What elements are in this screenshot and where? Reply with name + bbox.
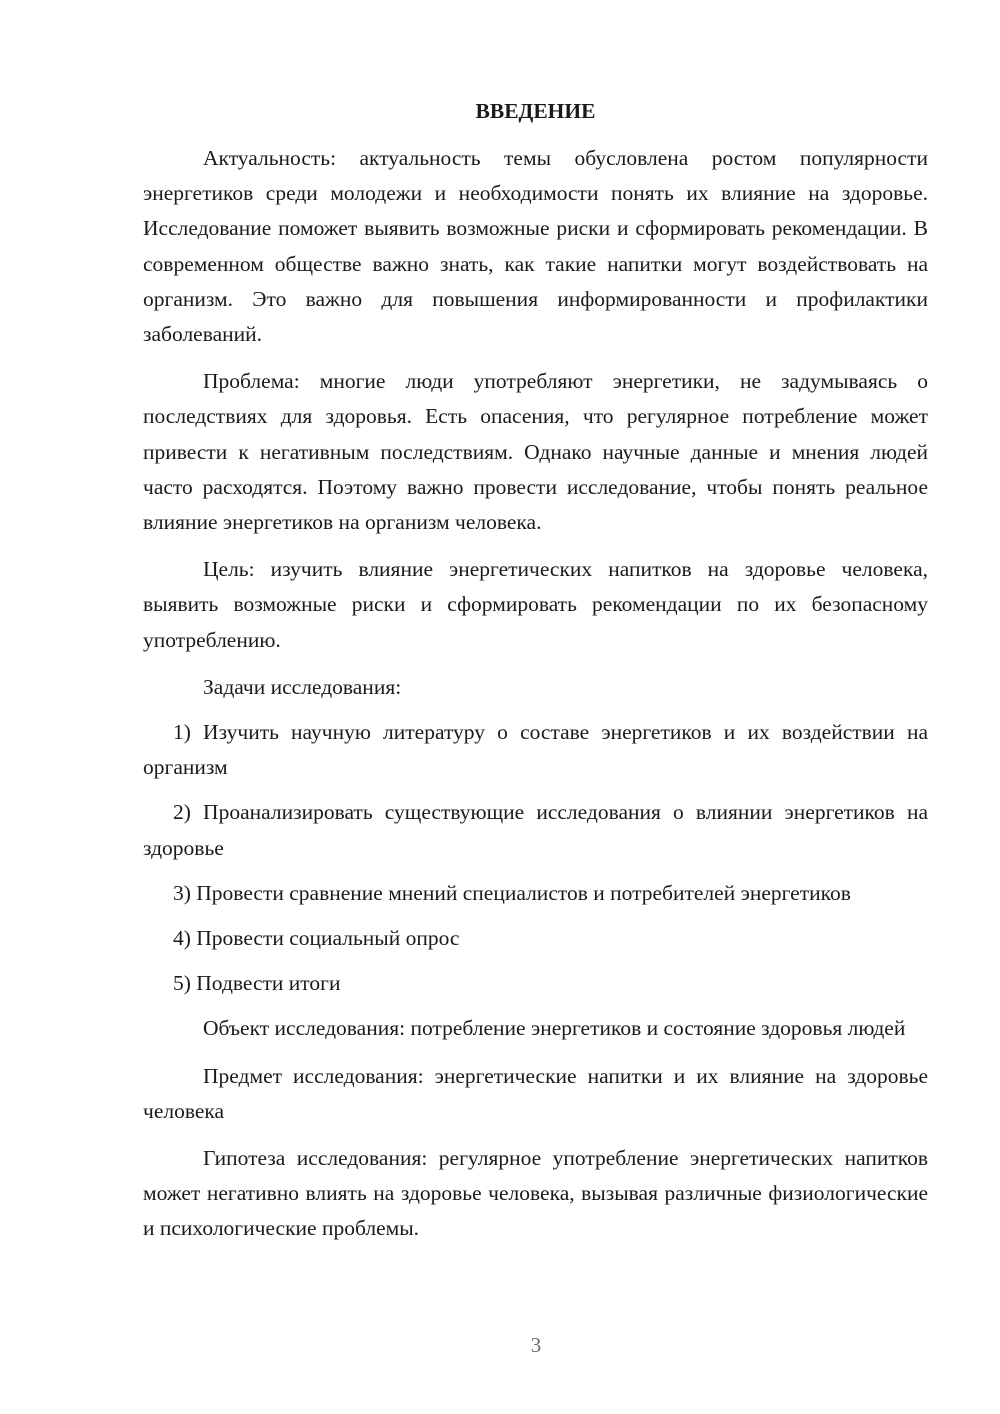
task-item-1: 1) Изучить научную литературу о составе энергетиков и их воздействии на организм	[143, 720, 928, 780]
task-item-2: 2) Проанализировать существующие исследования о влиянии энергетиков на здоровье	[143, 800, 928, 860]
page-content	[143, 94, 928, 1259]
page-number: 3	[530, 1333, 542, 1357]
paragraph-hypothesis: Гипотеза исследования: регулярное употребление энергетических напитков может негативно влиять на здоровье человека, вызывая различные физиологические и психологические проблемы.	[143, 1146, 928, 1241]
task-item-3: 3) Провести сравнение мнений специалистов и потребителей энергетиков	[173, 880, 851, 905]
paragraph-object: Объект исследования: потребление энергетиков и состояние здоровья людей	[203, 1016, 906, 1041]
paragraph-relevance: Актуальность: актуальность темы обусловлена ростом популярности энергетиков среди молодежи и необходимости понять их влияние на здоровье. Исследование поможет выявить возможные риски и сформировать рекомендации. В современном обществе важно знать, как такие напитки могут воздействовать на организм. Это важно для повышения информированности и профилактики заболеваний.	[143, 146, 928, 347]
paragraph-problem: Проблема: многие люди употребляют энергетики, не задумываясь о последствиях для здоровья. Есть опасения, что регулярное потребление может привести к негативным последствиям. Однако научные данные и мнения людей часто расходятся. Поэтому важно провести исследование, чтобы понять реальное влияние энергетиков на организм человека.	[143, 369, 928, 535]
task-item-4: 4) Провести социальный опрос	[173, 926, 460, 951]
section-title: ВВЕДЕНИЕ	[475, 99, 596, 123]
task-item-5: 5) Подвести итоги	[173, 971, 341, 996]
paragraph-subject: Предмет исследования: энергетические напитки и их влияние на здоровье человека	[143, 1063, 928, 1123]
paragraph-tasks-heading: Задачи исследования:	[203, 674, 402, 699]
paragraph-goal: Цель: изучить влияние энергетических напитков на здоровье человека, выявить возможные риски и сформировать рекомендации по их безопасному употреблению.	[143, 557, 928, 652]
